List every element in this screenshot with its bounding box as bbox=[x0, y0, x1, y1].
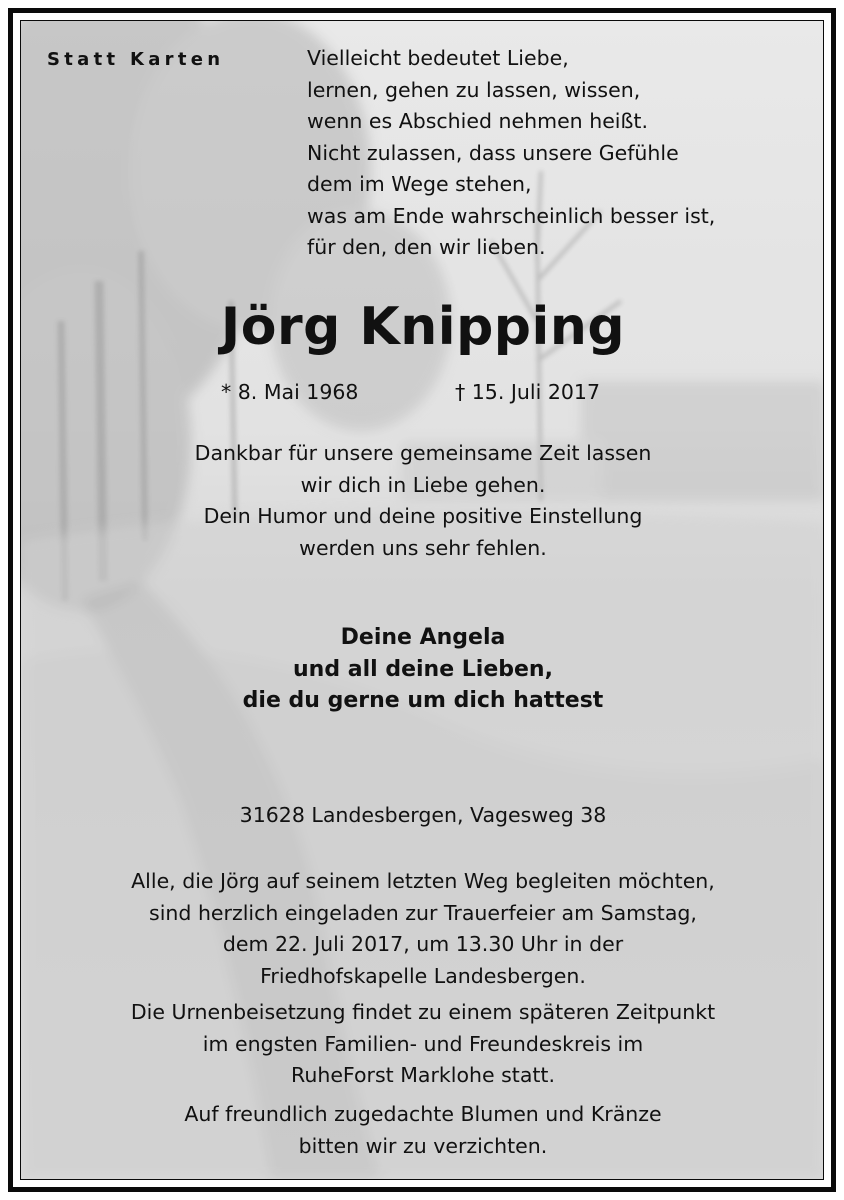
poem-line: was am Ende wahrscheinlich besser ist, bbox=[307, 203, 716, 228]
thanks-line: werden uns sehr fehlen. bbox=[299, 535, 547, 560]
thanks-line: wir dich in Liebe gehen. bbox=[300, 472, 546, 497]
flowers-line: Auf freundlich zugedachte Blumen und Kränze bbox=[184, 1102, 662, 1126]
poem-line: für den, den wir lieben. bbox=[307, 235, 546, 259]
flowers-request bbox=[21, 1099, 824, 1162]
birth-date: * 8. Mai 1968 bbox=[221, 380, 359, 404]
family-address bbox=[21, 800, 824, 832]
signer-line: die du gerne um dich hattest bbox=[242, 688, 604, 713]
poem-line: Nicht zulassen, dass unsere Gefühle bbox=[307, 140, 679, 165]
funeral-service-info bbox=[21, 866, 824, 992]
funeral-line: dem 22. Juli 2017, um 13.30 Uhr in der bbox=[222, 932, 624, 956]
funeral-line: sind herzlich eingeladen zur Trauerfeier am Samstag, bbox=[149, 900, 697, 925]
urn-line: Die Urnenbeisetzung findet zu einem späteren Zeitpunkt bbox=[130, 1000, 716, 1024]
signer-line: und all deine Lieben, bbox=[293, 656, 553, 682]
urn-burial-info bbox=[21, 997, 824, 1092]
statt-karten-label: Statt Karten bbox=[47, 49, 225, 70]
poem-line: wenn es Abschied nehmen heißt. bbox=[307, 109, 648, 133]
funeral-line: Alle, die Jörg auf seinem letzten Weg begleiten möchten, bbox=[131, 869, 715, 893]
poem-line: lernen, gehen zu lassen, wissen, bbox=[307, 77, 641, 102]
deceased-name: Jörg Knipping bbox=[220, 297, 626, 357]
flowers-line: bitten wir zu verzichten. bbox=[298, 1133, 548, 1158]
poem-line: Vielleicht bedeutet Liebe, bbox=[307, 46, 569, 70]
funeral-line: Friedhofskapelle Landesbergen. bbox=[260, 963, 586, 988]
notice-content bbox=[21, 21, 824, 1180]
inner-frame-border bbox=[20, 20, 824, 1180]
thanks-line: Dein Humor und deine positive Einstellung bbox=[203, 504, 643, 528]
address-line: 31628 Landesbergen, Vagesweg 38 bbox=[239, 803, 607, 827]
thanks-text bbox=[21, 438, 824, 564]
mourners-signature bbox=[21, 622, 824, 717]
thanks-line: Dankbar für unsere gemeinsame Zeit lassen bbox=[194, 441, 652, 465]
urn-line: im engsten Familien- und Freundeskreis im bbox=[202, 1031, 644, 1056]
signer-line: Deine Angela bbox=[340, 625, 506, 650]
memorial-poem bbox=[307, 43, 817, 264]
poem-line: dem im Wege stehen, bbox=[307, 172, 532, 196]
urn-line: RuheForst Marklohe statt. bbox=[291, 1063, 555, 1087]
death-date: † 15. Juli 2017 bbox=[455, 380, 601, 404]
